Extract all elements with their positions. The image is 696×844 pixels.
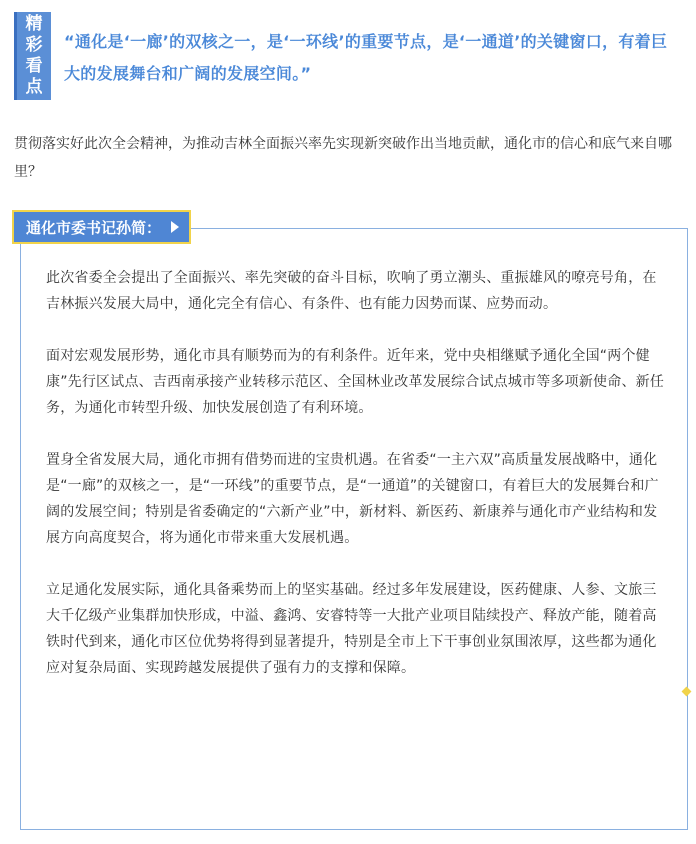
speech-paragraph: 立足通化发展实际，通化具备乘势而上的坚实基础。经过多年发展建设，医药健康、人参、文旅三大千亿级产业集群加快形成，中溢、鑫鸿、安睿特等一大批产业项目陆续投产、释放产能，随着高铁时代到来，通化市区位优势将得到显著提升，特别是全市上下干事创业氛围浓厚，这些都为通化应对复杂局面、实现跨越发展提供了强有力的支撑和保障。 <box>46 582 657 676</box>
intro-paragraph: 贯彻落实好此次全会精神，为推动吉林全面振兴率先实现新突破作出当地贡献，通化市的信心和底气来自哪里？ <box>14 136 672 180</box>
speech-paragraph: 面对宏观发展形势，通化市具有顺势而为的有利条件。近年来，党中央相继赋予通化全国“两个健康”先行区试点、吉西南承接产业转移示范区、全国林业改革发展综合试点城市等多项新使命、新任务，为通化市转型升级、加快发展创造了有利环境。 <box>46 348 665 416</box>
speech-body <box>46 265 670 707</box>
speech-paragraph: 此次省委全会提出了全面振兴、率先突破的奋斗目标，吹响了勇立潮头、重振雄风的嘹亮号角，在吉林振兴发展大局中，通化完全有信心、有条件、也有能力因势而谋、应势而动。 <box>46 270 657 312</box>
highlight-tag-char: 彩 <box>25 35 43 55</box>
speaker-label-text: 通化市委书记孙简： <box>26 218 162 237</box>
speaker-label <box>12 210 191 244</box>
speech-paragraph: 置身全省发展大局，通化市拥有借势而进的宝贵机遇。在省委“一主六双”高质量发展战略中，通化是“一廊”的双核之一，是“一环线”的重要节点，是“一通道”的关键窗口，有着巨大的发展舞台和广阔的发展空间；特别是省委确定的“六新产业”中，新材料、新医药、新康养与通化市产业结构和发展方向高度契合，将为通化市带来重大发展机遇。 <box>46 452 659 546</box>
highlight-section <box>12 12 684 102</box>
highlight-tag <box>14 12 51 100</box>
highlight-tag-char: 点 <box>25 77 43 97</box>
highlight-tag-char: 精 <box>25 14 43 34</box>
highlight-tag-char: 看 <box>25 56 43 76</box>
highlight-quote: “通化是‘一廊’的双核之一，是‘一环线’的重要节点，是‘一通道’的关键窗口，有着巨大的发展舞台和广阔的发展空间。” <box>64 32 668 83</box>
play-arrow-icon <box>171 221 179 233</box>
